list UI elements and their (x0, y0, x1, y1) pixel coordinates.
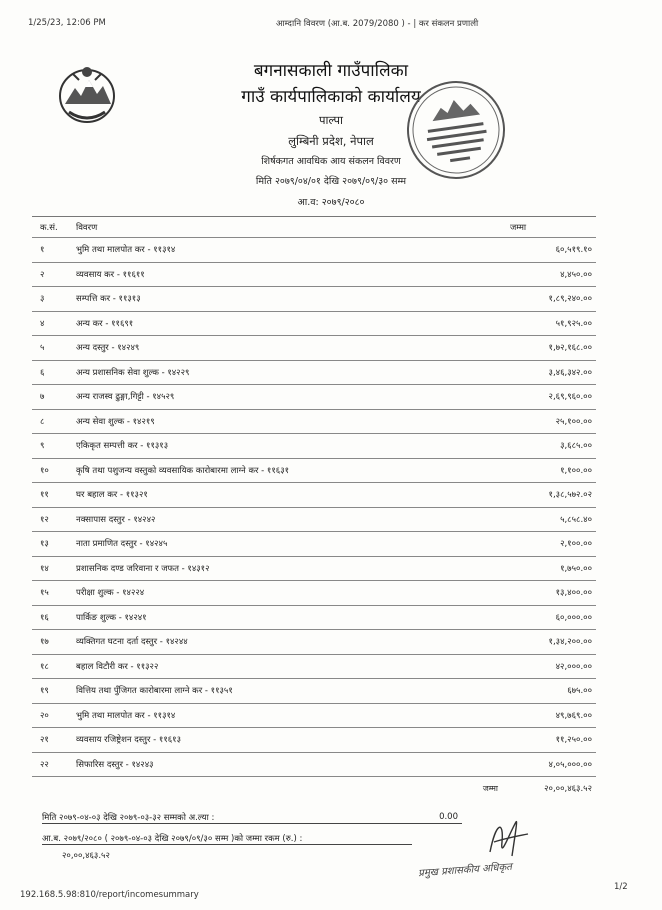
row-serial: ४ (32, 311, 72, 336)
table-row (32, 605, 596, 630)
row-description: अन्य सेवा शुल्क - १४२१९ (72, 409, 502, 434)
row-amount: १,३८,५७२.०२ (502, 483, 596, 508)
row-description: घर बहाल कर - ११३२१ (72, 483, 502, 508)
table-row (32, 336, 596, 361)
row-description: व्यवसाय रजिष्ट्रेशन दस्तुर - ११६१३ (72, 728, 502, 753)
row-serial: १२ (32, 507, 72, 532)
row-amount: ६७५.०० (502, 679, 596, 704)
handwritten-signature (482, 812, 532, 866)
row-description: अन्य प्रशासनिक सेवा शुल्क - १४२२९ (72, 360, 502, 385)
table-total-row (32, 777, 596, 801)
col-serial-header: क.सं. (32, 217, 72, 238)
table-row (32, 703, 596, 728)
row-amount: १,३४,२००.०० (502, 630, 596, 655)
row-serial: ७ (32, 385, 72, 410)
income-summary-table (32, 216, 596, 801)
table-row (32, 679, 596, 704)
fiscal-year: आ.व: २०७९/२०८० (297, 197, 365, 208)
row-amount: ५,८५८.४० (502, 507, 596, 532)
table-header-row (32, 217, 596, 238)
row-serial: २ (32, 262, 72, 287)
report-title: शिर्षकगत आवधिक आय संकलन विवरण (261, 156, 401, 167)
table-row (32, 630, 596, 655)
province: लुम्बिनी प्रदेश, नेपाल (288, 134, 374, 148)
row-amount: ४९,७६९.०० (502, 703, 596, 728)
table-row (32, 287, 596, 312)
print-page-title: आम्दानि विवरण (आ.ब. 2079/2080 ) - | कर संकलन प्रणाली (276, 19, 479, 29)
row-amount: १,७२,१६८.०० (502, 336, 596, 361)
row-description: व्यक्तिगत घटना दर्ता दस्तुर - १४२४४ (72, 630, 502, 655)
row-description: प्रशासनिक दण्ड जरिवाना र जफत - १४३१२ (72, 556, 502, 581)
table-row (32, 360, 596, 385)
table-row (32, 409, 596, 434)
row-amount: ४,४५०.०० (502, 262, 596, 287)
table-row (32, 434, 596, 459)
row-description: भुमि तथा मालपोत कर - ११३१४ (72, 703, 502, 728)
row-description: सम्पत्ति कर - ११३१३ (72, 287, 502, 312)
opening-balance-line (42, 812, 462, 824)
row-serial: २० (32, 703, 72, 728)
opening-balance-text: मिति २०७९-०४-०३ देखि २०७९-०३-३२ सम्मको अ.ल्या : (42, 813, 215, 823)
row-serial: १८ (32, 654, 72, 679)
row-serial: १ (32, 238, 72, 263)
signature-title: प्रमुख प्रशासकीय अधिकृत (417, 861, 513, 880)
table-row (32, 752, 596, 777)
row-serial: ६ (32, 360, 72, 385)
row-description: बहाल विटौरी कर - ११३२२ (72, 654, 502, 679)
table-row (32, 507, 596, 532)
district: पाल्पा (319, 113, 343, 127)
row-serial: १३ (32, 532, 72, 557)
row-amount: ३,४६,३४२.०० (502, 360, 596, 385)
row-description: नक्सापास दस्तुर - १४२४२ (72, 507, 502, 532)
row-amount: ४,०५,०००.०० (502, 752, 596, 777)
row-description: भुमि तथा मालपोत कर - ११३१४ (72, 238, 502, 263)
row-amount: ५१,९२५.०० (502, 311, 596, 336)
row-description: कृषि तथा पशुजन्य वस्तुको व्यवसायिक कारोबारमा लाग्ने कर - ११६३१ (72, 458, 502, 483)
fiscal-total-text: आ.ब. २०७९/२०८० ( २०७९-०४-०३ देखि २०७९/०९/३० सम्म )को जम्मा रकम (रु.) : (42, 833, 412, 845)
row-description: एकिकृत सम्पत्ती कर - ११३१३ (72, 434, 502, 459)
row-serial: १५ (32, 581, 72, 606)
table-body (32, 238, 596, 777)
row-description: नाता प्रमाणित दस्तुर - १४२४५ (72, 532, 502, 557)
row-serial: २१ (32, 728, 72, 753)
office-seal-stamp (397, 71, 514, 188)
row-serial: ९ (32, 434, 72, 459)
col-description-header: विवरण (72, 217, 502, 238)
print-url: 192.168.5.98:810/report/incomesummary (20, 890, 199, 900)
row-amount: २५,१००.०० (502, 409, 596, 434)
table-row (32, 385, 596, 410)
row-serial: ११ (32, 483, 72, 508)
row-description: अन्य राजस्व ढुङ्गा,गिट्टी - १४५२९ (72, 385, 502, 410)
row-description: सिफारिस दस्तुर - १४२४३ (72, 752, 502, 777)
row-amount: ६०,०००.०० (502, 605, 596, 630)
row-amount: २,६९,९६०.०० (502, 385, 596, 410)
row-serial: १७ (32, 630, 72, 655)
row-amount: १३,४००.०० (502, 581, 596, 606)
opening-balance-value: 0.00 (439, 812, 458, 822)
row-description: वित्तिय तथा पुँजिगत कारोबारमा लाग्ने कर - ११३५१ (72, 679, 502, 704)
row-serial: १४ (32, 556, 72, 581)
org-name: बगनासकाली गाउँपालिका (253, 61, 409, 81)
total-amount: २०,००,४६३.५२ (544, 784, 592, 795)
row-description: परीक्षा शुल्क - १४२२४ (72, 581, 502, 606)
table-row (32, 483, 596, 508)
col-amount-header: जम्मा (502, 217, 596, 238)
row-serial: ८ (32, 409, 72, 434)
row-serial: १० (32, 458, 72, 483)
row-description: अन्य दस्तुर - १४२४९ (72, 336, 502, 361)
row-serial: १९ (32, 679, 72, 704)
table-row (32, 556, 596, 581)
fiscal-total-value: २०,००,४६३.५२ (62, 851, 110, 861)
row-amount: ११,२५०.०० (502, 728, 596, 753)
row-amount: ६०,५१९.१० (502, 238, 596, 263)
row-amount: १,८९,२४०.०० (502, 287, 596, 312)
row-description: अन्य कर - ११६९१ (72, 311, 502, 336)
row-serial: १६ (32, 605, 72, 630)
table-row (32, 532, 596, 557)
row-serial: २२ (32, 752, 72, 777)
print-datetime: 1/25/23, 12:06 PM (28, 18, 106, 28)
table-row (32, 458, 596, 483)
row-amount: ४२,०००.०० (502, 654, 596, 679)
table-row (32, 581, 596, 606)
table-row (32, 654, 596, 679)
row-amount: १,१००.०० (502, 458, 596, 483)
total-label: जम्मा (482, 784, 498, 794)
date-range: मिति २०७९/०४/०१ देखि २०७९/०९/३० सम्म (255, 176, 407, 187)
row-serial: ३ (32, 287, 72, 312)
print-page-number: 1/2 (614, 882, 628, 892)
office-name: गाउँ कार्यपालिकाको कार्यालय (241, 87, 421, 107)
row-serial: ५ (32, 336, 72, 361)
row-description: पार्किङ शुल्क - १४२४१ (72, 605, 502, 630)
table-row (32, 311, 596, 336)
table-row (32, 728, 596, 753)
row-description: व्यवसाय कर - ११६११ (72, 262, 502, 287)
table-row (32, 238, 596, 263)
row-amount: २,१००.०० (502, 532, 596, 557)
row-amount: १,७५०.०० (502, 556, 596, 581)
table-row (32, 262, 596, 287)
row-amount: ३,६८५.०० (502, 434, 596, 459)
